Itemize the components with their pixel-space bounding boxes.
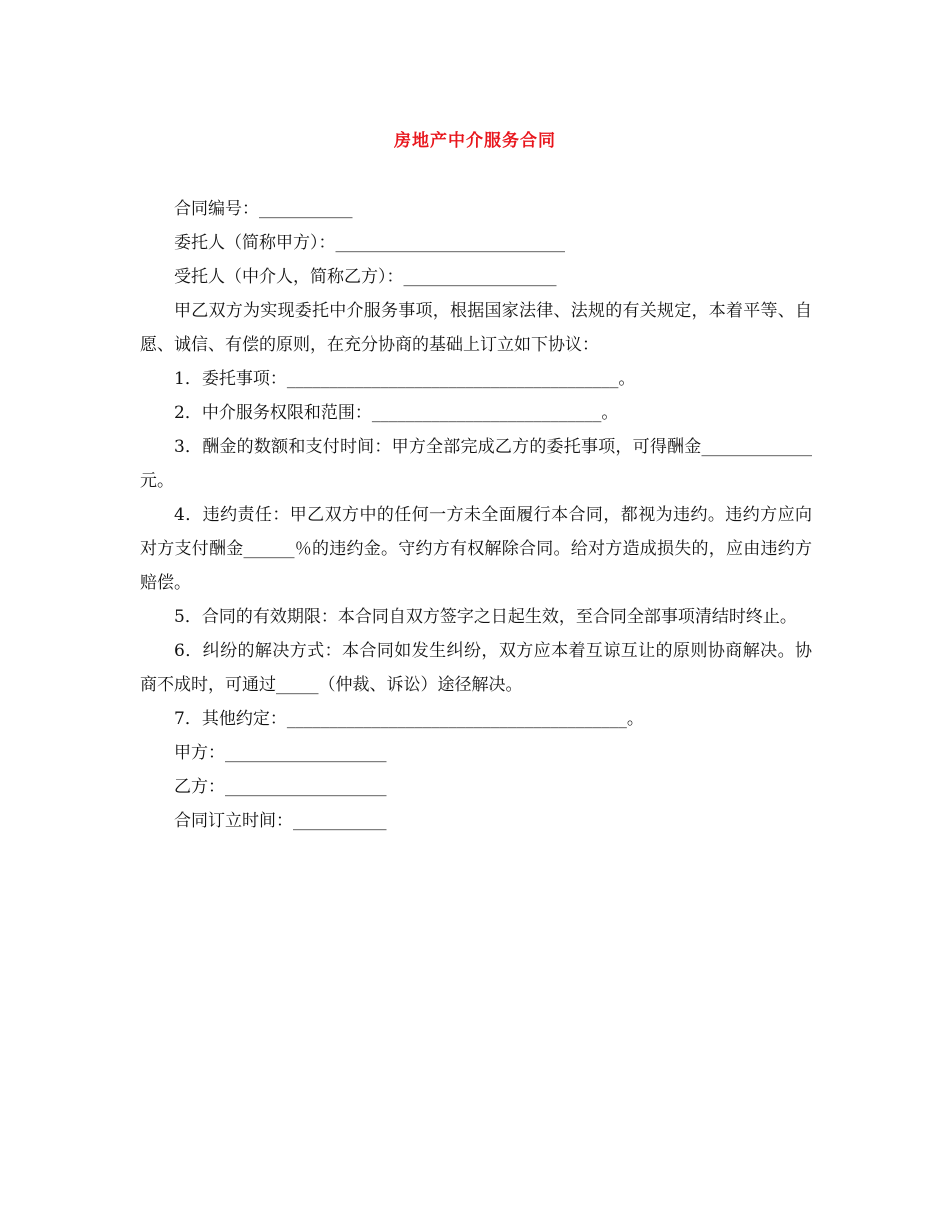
clause-2: 2．中介服务权限和范围：___________________________。 [174,403,619,423]
clause-1: 1．委托事项：_______________________________________。 [174,369,636,389]
clause-5: 5．合同的有效期限：本合同自双方签字之日起生效，至合同全部事项清结时终止。 [174,607,797,627]
document-title: 房地产中介服务合同 [394,131,556,151]
contract-body [140,192,812,838]
clause-6: 6．纠纷的解决方式：本合同如发生纠纷，双方应本着互谅互让的原则协商解决。协商不成时，可通过_____（仲裁、诉讼）途径解决。 [140,641,812,695]
clause-4: 4．违约责任：甲乙双方中的任何一方未全面履行本合同，都视为违约。违约方应向对方支付酬金______％的违约金。守约方有权解除合同。给对方造成损失的，应由违约方赔偿。 [140,505,812,593]
clause-7: 7．其他约定：________________________________________。 [174,709,644,729]
signing-date-line: 合同订立时间：___________ [174,811,387,831]
agent-line: 受托人（中介人，简称乙方）：__________________ [174,267,557,287]
party-b-signature-line: 乙方：___________________ [174,777,387,797]
contract-number-line: 合同编号：___________ [174,199,353,219]
clause-3: 3．酬金的数额和支付时间：甲方全部完成乙方的委托事项，可得酬金_____________元。 [140,437,812,491]
party-a-signature-line: 甲方：___________________ [174,743,387,763]
principal-line: 委托人（简称甲方）：___________________________ [174,233,565,253]
intro-paragraph: 甲乙双方为实现委托中介服务事项，根据国家法律、法规的有关规定，本着平等、自愿、诚信、有偿的原则，在充分协商的基础上订立如下协议： [140,301,812,355]
